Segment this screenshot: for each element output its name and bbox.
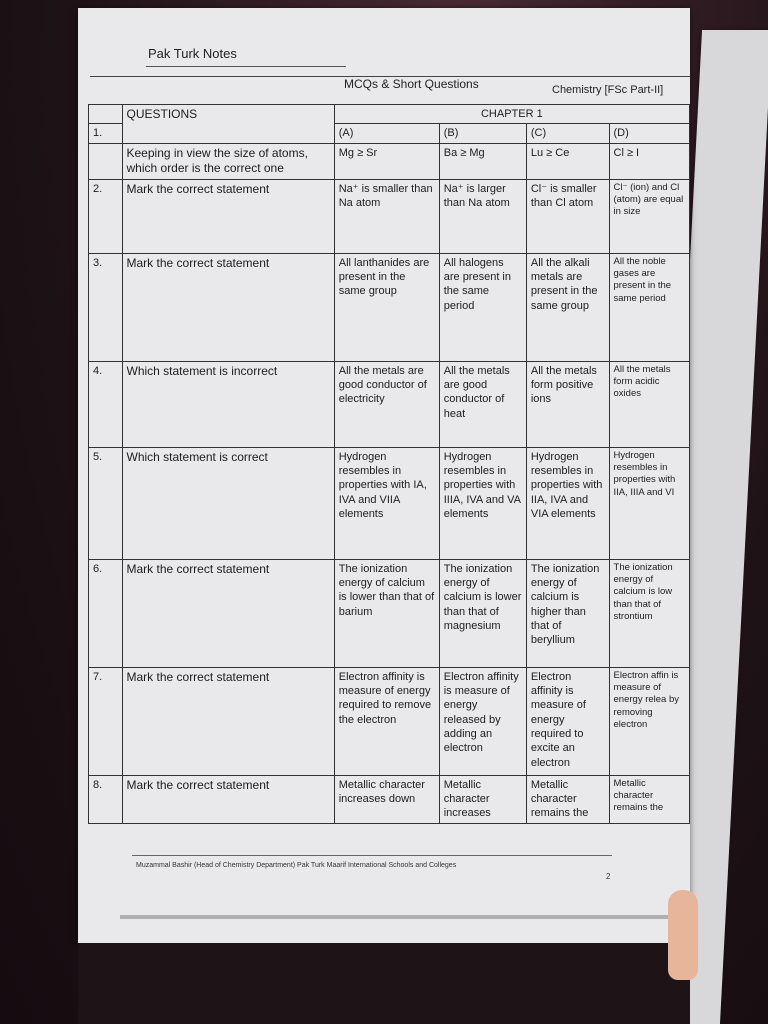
question-text: Mark the correct statement (122, 179, 334, 253)
option-c: All the alkali metals are present in the same group (526, 253, 609, 361)
questions-header: QUESTIONS (122, 105, 334, 144)
option-header-a: (A) (334, 124, 439, 143)
option-d: The ionization energy of calcium is low than that of strontium (609, 559, 689, 667)
question-number: 6. (89, 559, 123, 667)
table-surface (78, 943, 690, 1024)
option-header-d: (D) (609, 124, 689, 143)
question-text: Mark the correct statement (122, 253, 334, 361)
option-a: Electron affinity is measure of energy required to remove the electron (334, 667, 439, 775)
table-row (89, 667, 690, 775)
option-d: All the metals form acidic oxides (609, 361, 689, 447)
question-number: 2. (89, 179, 123, 253)
question-number: 3. (89, 253, 123, 361)
table-title-row (89, 105, 690, 124)
option-c: Cl⁻ is smaller than Cl atom (526, 179, 609, 253)
question-text: Mark the correct statement (122, 559, 334, 667)
table-row (89, 179, 690, 253)
page-bottom-shadow (120, 915, 680, 919)
table-row (89, 253, 690, 361)
question-text: Which statement is incorrect (122, 361, 334, 447)
question-number: 5. (89, 447, 123, 559)
table-row (89, 775, 690, 823)
question-text: Which statement is correct (122, 447, 334, 559)
option-d: Cl ≥ I (609, 143, 689, 179)
option-b: The ionization energy of calcium is lower than that of magnesium (439, 559, 526, 667)
option-a: Hydrogen resembles in properties with IA, IVA and VIIA elements (334, 447, 439, 559)
option-c: Hydrogen resembles in properties with IIA, IVA and VIA elements (526, 447, 609, 559)
option-d: Cl⁻ (ion) and Cl (atom) are equal in size (609, 179, 689, 253)
header-underline (146, 66, 346, 67)
option-c: Metallic character remains the (526, 775, 609, 823)
footer-credit: Muzammal Bashir (Head of Chemistry Department) Pak Turk Maarif International Schools and Colleges (136, 862, 457, 869)
header-subject: Chemistry [FSc Part-II] (552, 84, 664, 96)
option-a: Mg ≥ Sr (334, 143, 439, 179)
option-c: Electron affinity is measure of energy required to excite an electron (526, 667, 609, 775)
option-a: Na⁺ is smaller than Na atom (334, 179, 439, 253)
option-c: The ionization energy of calcium is higher than that of beryllium (526, 559, 609, 667)
option-header-c: (C) (526, 124, 609, 143)
option-a: All the metals are good conductor of electricity (334, 361, 439, 447)
option-a: All lanthanides are present in the same group (334, 253, 439, 361)
option-b: Hydrogen resembles in properties with IIIA, IVA and VA elements (439, 447, 526, 559)
option-b: All halogens are present in the same period (439, 253, 526, 361)
header-school-name: Pak Turk Notes (148, 46, 237, 61)
thumb (668, 890, 698, 980)
question-text: Keeping in view the size of atoms, which order is the correct one (122, 143, 334, 179)
table-row (89, 143, 690, 179)
option-b: Na⁺ is larger than Na atom (439, 179, 526, 253)
footer-rule (132, 855, 612, 856)
table-row (89, 447, 690, 559)
option-d: Electron affin is measure of energy relea by removing electron (609, 667, 689, 775)
option-c: All the metals form positive ions (526, 361, 609, 447)
question-number: 7. (89, 667, 123, 775)
option-d: All the noble gases are present in the same period (609, 253, 689, 361)
option-b: All the metals are good conductor of heat (439, 361, 526, 447)
question-number: 8. (89, 775, 123, 823)
page-number: 2 (606, 872, 611, 881)
row-spacer (89, 143, 123, 179)
option-b: Electron affinity is measure of energy released by adding an electron (439, 667, 526, 775)
option-header-b: (B) (439, 124, 526, 143)
number-header-cell (89, 105, 123, 124)
option-b: Metallic character increases (439, 775, 526, 823)
chapter-header: CHAPTER 1 (334, 105, 689, 124)
question-text: Mark the correct statement (122, 667, 334, 775)
mcq-table (88, 104, 690, 824)
option-a: Metallic character increases down (334, 775, 439, 823)
number-cell: 1. (89, 124, 123, 143)
option-b: Ba ≥ Mg (439, 143, 526, 179)
option-a: The ionization energy of calcium is lower than that of barium (334, 559, 439, 667)
table-row (89, 361, 690, 447)
option-d: Hydrogen resembles in properties with IIA, IIIA and VI (609, 447, 689, 559)
question-text: Mark the correct statement (122, 775, 334, 823)
table-row (89, 559, 690, 667)
option-c: Lu ≥ Ce (526, 143, 609, 179)
option-d: Metallic character remains the (609, 775, 689, 823)
question-number: 4. (89, 361, 123, 447)
header-section-title: MCQs & Short Questions (344, 77, 479, 91)
